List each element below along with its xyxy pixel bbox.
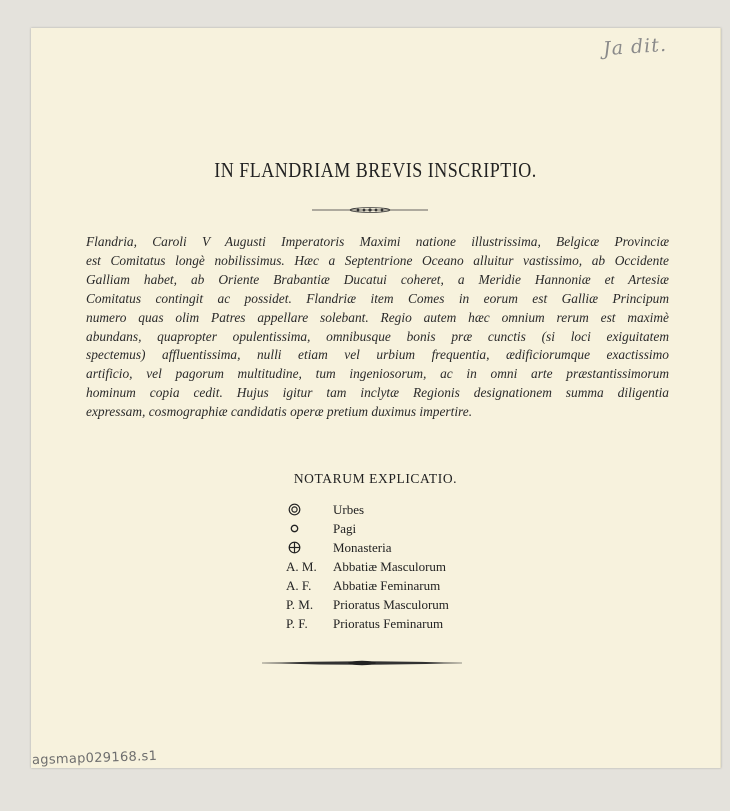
paragraph-line: spectemus) affluentissima, nulli etiam vel urbium frequentia, ædificiorumque exactissimo <box>86 347 669 363</box>
legend-item <box>286 595 449 614</box>
legend-item <box>286 500 449 519</box>
paragraph-line: abundans, quapropter opulentissima, omnibusque bonis præ cunctis (si loci exiguitatem <box>86 328 669 344</box>
archive-stamp: agsmap029168.s1 <box>31 748 158 769</box>
paragraph-line: Comitatus contingit ac possidet. Flandriæ item Comes in eorum est Galliæ Principum <box>86 290 669 306</box>
legend-label: Pagi <box>333 521 357 536</box>
paragraph-line: artificio, vel pagorum multitudine, tum ingeniosorum, ac in omni arte præstantissimorum <box>86 366 669 382</box>
paragraph-line: expressam, cosmographiæ candidatis operæ pretium duximus impertire. <box>86 404 473 420</box>
legend-item <box>286 538 449 557</box>
legend-item <box>286 557 449 576</box>
legend-key: A. M. <box>286 559 317 574</box>
legend-label: Abbatiæ Feminarum <box>333 578 441 593</box>
legend-list <box>286 500 449 633</box>
small-circle-icon <box>288 522 301 535</box>
legend-item <box>286 519 449 538</box>
paragraph-line: est Comitatus longè nobilissimus. Hæc a Septentrione Oceano alluitur vastissimo, ab Occidente <box>86 252 669 268</box>
paragraph-line: hominum copia cedit. Hujus igitur tam inclytæ Regionis designationem summa diligentia <box>86 385 669 401</box>
paragraph-line: numero quas olim Patres appellare solebant. Regio autem hæc omnium rerum est maximè <box>86 309 669 325</box>
pencil-annotation: Ja dit. <box>602 33 668 61</box>
paragraph-line: Galliam habet, ab Oriente Brabantiæ Ducatui coheret, a Meridie Hannoniæ et Artesiæ <box>86 271 669 287</box>
legend-key: P. F. <box>286 616 308 631</box>
legend-label: Urbes <box>333 502 365 517</box>
ornament-divider-top-icon <box>312 206 428 214</box>
legend-label: Monasteria <box>333 540 392 555</box>
circled-cross-icon <box>288 541 301 554</box>
legend-label: Prioratus Masculorum <box>333 597 449 612</box>
legend-key: A. F. <box>286 578 312 593</box>
inscription-paragraph <box>86 233 669 422</box>
paragraph-line: Flandria, Caroli V Augusti Imperatoris Maximi natione illustrissima, Belgicæ Provinciæ <box>86 234 669 249</box>
legend-key: P. M. <box>286 597 314 612</box>
legend-item <box>286 576 449 595</box>
legend-title: NOTARUM EXPLICATIO. <box>293 471 458 486</box>
legend-label: Abbatiæ Masculorum <box>333 559 447 574</box>
document-title: IN FLANDRIAM BREVIS INSCRIPTIO. <box>214 158 537 182</box>
ornament-divider-bottom-icon <box>262 659 462 667</box>
legend-item <box>286 614 449 633</box>
double-circle-icon <box>288 503 301 516</box>
document-sheet <box>31 28 721 768</box>
legend-label: Prioratus Feminarum <box>333 616 444 631</box>
